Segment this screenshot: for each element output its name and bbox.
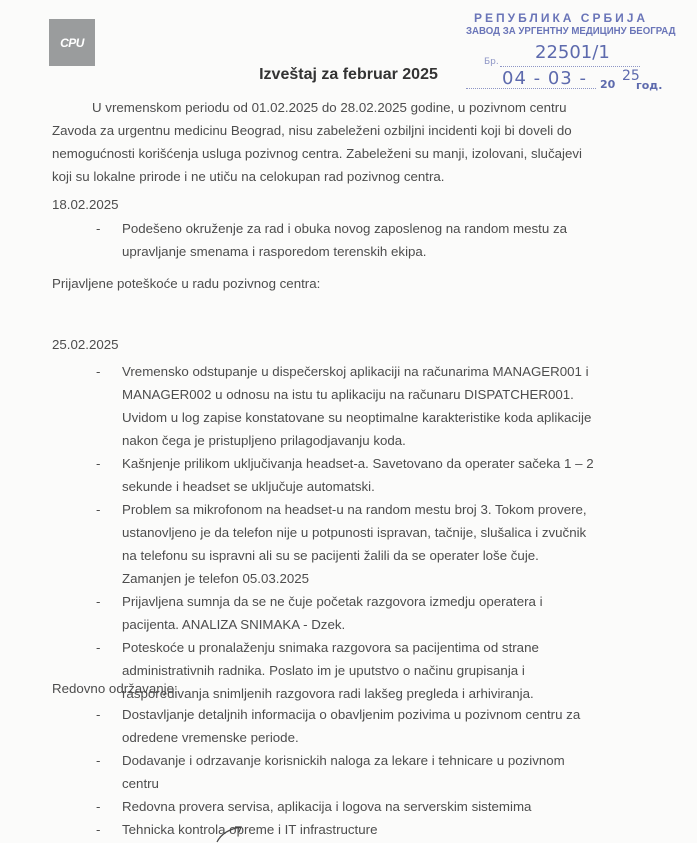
item-line: na telefonu su ispravni ali su se pacijenti žalili da se operater loše čuje. xyxy=(122,548,539,563)
stamp-year-prefix: 20 xyxy=(600,78,616,91)
bullet-dash: - xyxy=(96,221,101,236)
intro-paragraph xyxy=(52,96,652,188)
bullet-dash: - xyxy=(96,456,101,471)
item-line: Dostavljanje detaljnih informacija o obavljenim pozivima u pozivnom centru za xyxy=(122,707,581,722)
list-item xyxy=(96,452,596,498)
bullet-dash: - xyxy=(96,707,101,722)
stamp-institution: ЗАВОД ЗА УРГЕНТНУ МЕДИЦИНУ БЕОГРАД xyxy=(466,25,676,37)
list-maintenance xyxy=(96,703,596,841)
list-item xyxy=(96,360,596,452)
item-line: Tehnicka kontrola opreme i IT infrastructure xyxy=(122,822,378,837)
document-title xyxy=(0,66,697,84)
list-18 xyxy=(96,217,596,263)
maintenance-heading: Redovno održavanje: xyxy=(52,681,178,696)
list-25 xyxy=(96,360,596,705)
stamp-republic: РЕПУБЛИКА СРБИЈА xyxy=(474,11,649,25)
item-line: administrativnih radnika. Poslato im je uputstvo o načinu grupisanja i xyxy=(122,663,525,678)
list-item xyxy=(96,795,596,818)
item-line: ustanovljeno je da telefon nije u potpunosti ispravan, tačnije, slušalica i zvučnik xyxy=(122,525,587,540)
bullet-dash: - xyxy=(96,594,101,609)
item-line: MANAGER002 u odnosu na istu tu aplikaciju na računaru DISPATCHER001. xyxy=(122,387,574,402)
item-line: Redovna provera servisa, aplikacija i logova na serverskim sistemima xyxy=(122,799,532,814)
item-line: odredene vremenske periode. xyxy=(122,730,299,745)
difficulties-heading: Prijavljene poteškoće u radu pozivnog centra: xyxy=(52,276,321,291)
stamp-date: 04 - 03 - xyxy=(502,68,587,89)
stamp-dotted-line xyxy=(466,88,596,89)
item-line: upravljanje smenama i rasporedom terenskih ekipa. xyxy=(122,244,427,259)
signature-mark xyxy=(215,826,245,843)
list-item xyxy=(96,590,596,636)
title-text: Izveštaj za februar 2025 xyxy=(259,66,438,83)
item-line: Problem sa mikrofonom na headset-u na random mestu broj 3. Tokom provere, xyxy=(122,502,587,517)
item-line: Vremensko odstupanje u dispečerskoj aplikaciji na računarima MANAGER001 i xyxy=(122,364,589,379)
stamp-year-suffix: год. xyxy=(636,79,663,92)
bullet-dash: - xyxy=(96,640,101,655)
intro-line: U vremenskom periodu od 01.02.2025 do 28.02.2025 godine, u pozivnom centru xyxy=(92,100,567,115)
bullet-dash: - xyxy=(96,502,101,517)
list-item xyxy=(96,818,596,841)
list-item xyxy=(96,217,596,263)
item-line: pacijenta. ANALIZA SNIMAKA - Dzek. xyxy=(122,617,346,632)
intro-line: nemogućnosti korišćenja usluga pozivnog centra. Zabeleženi su manji, izolovani, slučajevi xyxy=(52,146,582,161)
item-line: rasporedivanja snimljenih razgovora radi lakšeg pregleda i arhiviranja. xyxy=(122,686,534,701)
item-line: Kašnjenje prilikom uključivanja headset-a. Savetovano da operater sačeka 1 – 2 xyxy=(122,456,594,471)
logo-text: CPU xyxy=(60,35,84,50)
item-line: Dodavanje i odrzavanje korisnickih naloga za lekare i tehnicare u pozivnom xyxy=(122,753,565,768)
date-heading-25: 25.02.2025 xyxy=(52,337,119,352)
list-item xyxy=(96,703,596,749)
item-line: centru xyxy=(122,776,159,791)
list-item xyxy=(96,498,596,590)
bullet-dash: - xyxy=(96,822,101,837)
stamp-year: 25 xyxy=(622,68,640,84)
intro-line: Zavoda za urgentnu medicinu Beograd, nisu zabeleženi ozbiljni incidenti koji bi doveli do xyxy=(52,123,572,138)
bullet-dash: - xyxy=(96,753,101,768)
bullet-dash: - xyxy=(96,799,101,814)
stamp-number: 22501/1 xyxy=(535,42,610,63)
stamp-number-label: Бр. xyxy=(484,57,499,67)
cpu-logo xyxy=(49,19,95,66)
list-item xyxy=(96,749,596,795)
item-line: Prijavljena sumnja da se ne čuje početak razgovora izmedju operatera i xyxy=(122,594,543,609)
item-line: Poteskoće u pronalaženju snimaka razgovora sa pacijentima od strane xyxy=(122,640,539,655)
bullet-dash: - xyxy=(96,364,101,379)
date-heading-18: 18.02.2025 xyxy=(52,197,119,212)
item-line: Uvidom u log zapise konstatovane su neoptimalne karakteristike koda aplikacije xyxy=(122,410,592,425)
item-line: Podešeno okruženje za rad i obuka novog zaposlenog na random mestu za xyxy=(122,221,567,236)
item-line: Zamanjen je telefon 05.03.2025 xyxy=(122,571,310,586)
item-line: nakon čega je pristupljeno prilagodjavanju koda. xyxy=(122,433,406,448)
intro-line: koji su lokalne prirode i ne utiču na celokupan rad pozivnog centra. xyxy=(52,169,445,184)
item-line: sekunde i headset se uključuje automatski. xyxy=(122,479,375,494)
